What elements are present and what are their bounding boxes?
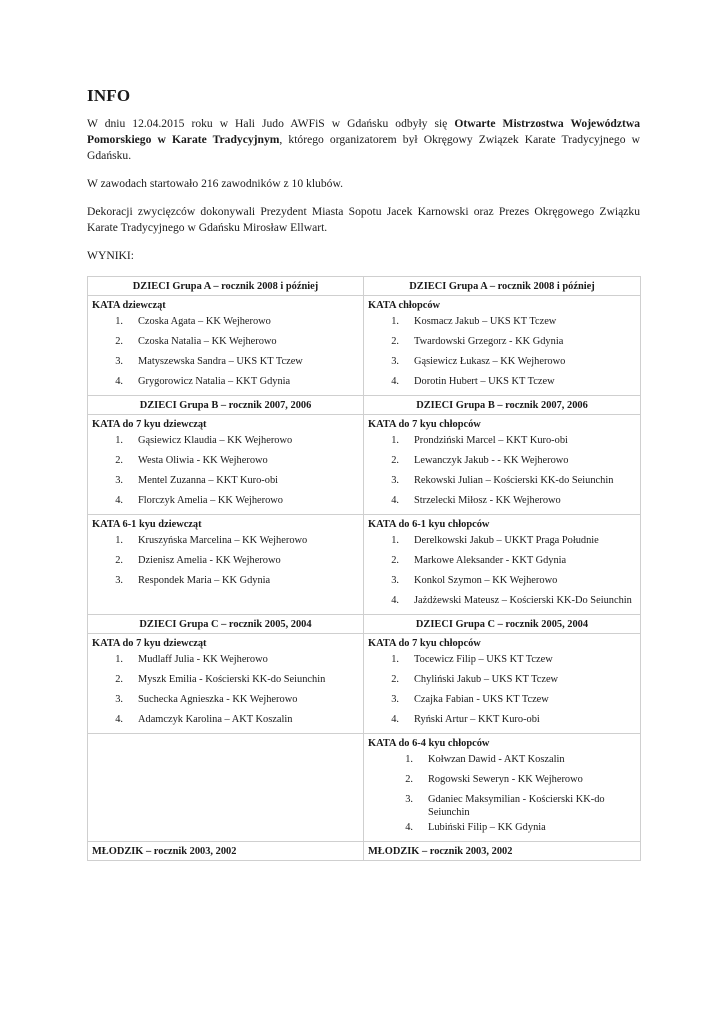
rank-number: 3. — [115, 575, 123, 586]
rank-number: 3. — [115, 475, 123, 486]
group-header-left: DZIECI Grupa C – rocznik 2005, 2004 — [88, 615, 364, 634]
list-item — [368, 313, 636, 333]
ranking-list — [92, 432, 359, 512]
intro-text-a: W dniu 12.04.2015 roku w Hali Judo AWFiS w Gdańsku odbyły się — [87, 117, 455, 130]
list-item — [92, 651, 359, 671]
group-a-header-row — [88, 277, 641, 296]
document-page — [87, 86, 640, 861]
ranking-list — [368, 651, 636, 731]
competitor-entry: Czajka Fabian - UKS KT Tczew — [414, 694, 549, 705]
competitor-entry: Respondek Maria – KK Gdynia — [138, 575, 271, 586]
competitor-entry: Myszk Emilia - Kościerski KK-do Seiunchin — [138, 674, 326, 685]
list-item — [368, 592, 636, 612]
category-title: KATA do 7 kyu dziewcząt — [92, 419, 207, 430]
list-item — [92, 353, 359, 373]
competitor-entry: Lewanczyk Jakub - - KK Wejherowo — [414, 455, 569, 466]
ranking-list — [368, 532, 636, 612]
category-cell — [364, 296, 641, 396]
category-title: KATA 6-1 kyu dziewcząt — [92, 519, 202, 530]
rank-number: 4. — [115, 714, 123, 725]
category-title: KATA chłopców — [368, 300, 441, 311]
list-item — [92, 532, 359, 552]
rank-number: 4. — [391, 376, 399, 387]
competitor-entry: Czoska Agata – KK Wejherowo — [138, 316, 271, 327]
rank-number: 2. — [391, 336, 399, 347]
competitor-entry: Twardowski Grzegorz - KK Gdynia — [414, 336, 564, 347]
competitor-entry: Strzelecki Miłosz - KK Wejherowo — [414, 495, 561, 506]
category-cell — [364, 515, 641, 615]
results-heading: WYNIKI: — [87, 249, 135, 262]
group-b-results-row-2 — [88, 515, 641, 615]
list-item — [92, 313, 359, 333]
group-header-right: DZIECI Grupa C – rocznik 2005, 2004 — [364, 615, 641, 634]
category-cell — [88, 634, 364, 734]
list-item — [92, 452, 359, 472]
mlodzik-header-row — [88, 842, 641, 861]
list-item — [368, 791, 636, 819]
group-header-right: DZIECI Grupa B – rocznik 2007, 2006 — [364, 396, 641, 415]
competitor-entry: Rekowski Julian – Kościerski KK-do Seiunchin — [414, 475, 614, 486]
list-item — [368, 819, 636, 839]
category-cell — [88, 296, 364, 396]
rank-number: 4. — [391, 595, 399, 606]
doc-title: INFO — [87, 86, 131, 105]
rank-number: 4. — [391, 714, 399, 725]
rank-number: 1. — [391, 435, 399, 446]
competitor-entry: Prondziński Marcel – KKT Kuro-obi — [414, 435, 568, 446]
group-c-results-row-2 — [88, 734, 641, 842]
results-table — [87, 276, 641, 861]
rank-number: 3. — [391, 575, 399, 586]
rank-number: 4. — [391, 495, 399, 506]
intro-text-c: , którego organizatorem był Okręgowy Związek Karate Tradycyjnego w Gdańsku. — [87, 133, 640, 162]
group-b-header-row — [88, 396, 641, 415]
list-item — [92, 711, 359, 731]
rank-number: 4. — [115, 495, 123, 506]
category-cell — [88, 415, 364, 515]
rank-number: 2. — [391, 555, 399, 566]
rank-number: 2. — [405, 774, 413, 785]
rank-number: 1. — [391, 316, 399, 327]
group-header-right: DZIECI Grupa A – rocznik 2008 i później — [364, 277, 641, 296]
category-cell — [88, 515, 364, 615]
category-cell — [364, 415, 641, 515]
list-item — [368, 691, 636, 711]
competitor-entry: Rogowski Seweryn - KK Wejherowo — [428, 774, 583, 785]
competitor-entry: Gąsiewicz Klaudia – KK Wejherowo — [138, 435, 293, 446]
competitor-entry: Konkol Szymon – KK Wejherowo — [414, 575, 558, 586]
competitor-entry: Gąsiewicz Łukasz – KK Wejherowo — [414, 356, 566, 367]
list-item — [368, 711, 636, 731]
rank-number: 1. — [115, 654, 123, 665]
group-header-right: MŁODZIK – rocznik 2003, 2002 — [364, 842, 641, 861]
rank-number: 3. — [391, 475, 399, 486]
rank-number: 3. — [405, 794, 413, 805]
competitor-entry: Florczyk Amelia – KK Wejherowo — [138, 495, 283, 506]
rank-number: 2. — [115, 336, 123, 347]
list-item — [368, 572, 636, 592]
competitor-entry: Adamczyk Karolina – AKT Koszalin — [138, 714, 293, 725]
competitor-entry: Tocewicz Filip – UKS KT Tczew — [414, 654, 553, 665]
competitor-entry: Chyliński Jakub – UKS KT Tczew — [414, 674, 559, 685]
list-item — [92, 552, 359, 572]
list-item — [92, 472, 359, 492]
group-c-results-row-1 — [88, 634, 641, 734]
list-item — [368, 651, 636, 671]
category-cell — [364, 734, 641, 842]
rank-number: 1. — [115, 316, 123, 327]
competitor-entry: Jażdżewski Mateusz – Kościerski KK-Do Seiunchin — [414, 595, 632, 606]
ranking-list — [92, 313, 359, 393]
ranking-list — [92, 532, 359, 592]
list-item — [368, 771, 636, 791]
rank-number: 3. — [115, 356, 123, 367]
competitor-entry: Czoska Natalia – KK Wejherowo — [138, 336, 277, 347]
competitor-entry: Grygorowicz Natalia – KKT Gdynia — [138, 376, 291, 387]
list-item — [92, 373, 359, 393]
rank-number: 3. — [391, 356, 399, 367]
group-header-left: MŁODZIK – rocznik 2003, 2002 — [88, 842, 364, 861]
competitor-entry: Ryński Artur – KKT Kuro-obi — [414, 714, 540, 725]
list-item — [92, 572, 359, 592]
rank-number: 2. — [115, 674, 123, 685]
list-item — [92, 432, 359, 452]
ranking-list — [92, 651, 359, 731]
rank-number: 1. — [405, 754, 413, 765]
competitor-entry: Derelkowski Jakub – UKKT Praga Południe — [414, 535, 599, 546]
competitor-entry: Dzienisz Amelia - KK Wejherowo — [138, 555, 281, 566]
list-item — [368, 751, 636, 771]
list-item — [92, 333, 359, 353]
competitor-entry: Lubiński Filip – KK Gdynia — [428, 822, 546, 833]
group-b-results-row-1 — [88, 415, 641, 515]
list-item — [368, 452, 636, 472]
rank-number: 1. — [115, 435, 123, 446]
group-header-left: DZIECI Grupa B – rocznik 2007, 2006 — [88, 396, 364, 415]
rank-number: 4. — [405, 822, 413, 833]
category-title: KATA do 6-4 kyu chłopców — [368, 738, 490, 749]
rank-number: 2. — [115, 555, 123, 566]
list-item — [368, 373, 636, 393]
intro-event-name: Otwarte Mistrzostwa Województwa Pomorskiego w Karate Tradycyjnym — [87, 117, 640, 146]
competitor-entry: Kruszyńska Marcelina – KK Wejherowo — [138, 535, 308, 546]
intro-paragraph-3: Dekoracji zwycięzców dokonywali Prezydent Miasta Sopotu Jacek Karnowski oraz Prezes Okręgowego Związku Karate Tradycyjnego w Gdańsku Mirosław Ellwart. — [87, 205, 640, 234]
intro-paragraph-2: W zawodach startowało 216 zawodników z 10 klubów. — [87, 177, 343, 190]
rank-number: 2. — [391, 455, 399, 466]
list-item — [368, 532, 636, 552]
rank-number: 1. — [391, 535, 399, 546]
empty-cell — [88, 734, 364, 842]
competitor-entry: Markowe Aleksander - KKT Gdynia — [414, 555, 567, 566]
rank-number: 3. — [391, 694, 399, 705]
competitor-entry: Mentel Zuzanna – KKT Kuro-obi — [138, 475, 279, 486]
list-item — [368, 492, 636, 512]
ranking-list — [368, 432, 636, 512]
competitor-entry: Gdaniec Maksymilian - Kościerski KK-do Seiunchin — [428, 794, 605, 818]
list-item — [368, 552, 636, 572]
group-a-results-row — [88, 296, 641, 396]
list-item — [368, 472, 636, 492]
ranking-list — [368, 313, 636, 393]
group-header-left: DZIECI Grupa A – rocznik 2008 i później — [88, 277, 364, 296]
competitor-entry: Kosmacz Jakub – UKS KT Tczew — [414, 316, 557, 327]
competitor-entry: Dorotin Hubert – UKS KT Tczew — [414, 376, 555, 387]
competitor-entry: Matyszewska Sandra – UKS KT Tczew — [138, 356, 303, 367]
competitor-entry: Mudlaff Julia - KK Wejherowo — [138, 654, 268, 665]
category-title: KATA do 7 kyu dziewcząt — [92, 638, 207, 649]
list-item — [92, 671, 359, 691]
competitor-entry: Kołwzan Dawid - AKT Koszalin — [428, 754, 565, 765]
category-cell — [364, 634, 641, 734]
rank-number: 3. — [115, 694, 123, 705]
rank-number: 1. — [391, 654, 399, 665]
intro-paragraph-1 — [87, 116, 640, 164]
list-item — [92, 492, 359, 512]
list-item — [368, 353, 636, 373]
list-item — [368, 671, 636, 691]
category-title: KATA do 7 kyu chłopców — [368, 419, 481, 430]
list-item — [92, 691, 359, 711]
competitor-entry: Westa Oliwia - KK Wejherowo — [138, 455, 268, 466]
rank-number: 1. — [115, 535, 123, 546]
category-title: KATA dziewcząt — [92, 300, 166, 311]
rank-number: 2. — [115, 455, 123, 466]
group-c-header-row — [88, 615, 641, 634]
list-item — [368, 333, 636, 353]
rank-number: 2. — [391, 674, 399, 685]
list-item — [368, 432, 636, 452]
competitor-entry: Suchecka Agnieszka - KK Wejherowo — [138, 694, 298, 705]
category-title: KATA do 7 kyu chłopców — [368, 638, 481, 649]
ranking-list — [368, 751, 636, 839]
rank-number: 4. — [115, 376, 123, 387]
category-title: KATA do 6-1 kyu chłopców — [368, 519, 490, 530]
